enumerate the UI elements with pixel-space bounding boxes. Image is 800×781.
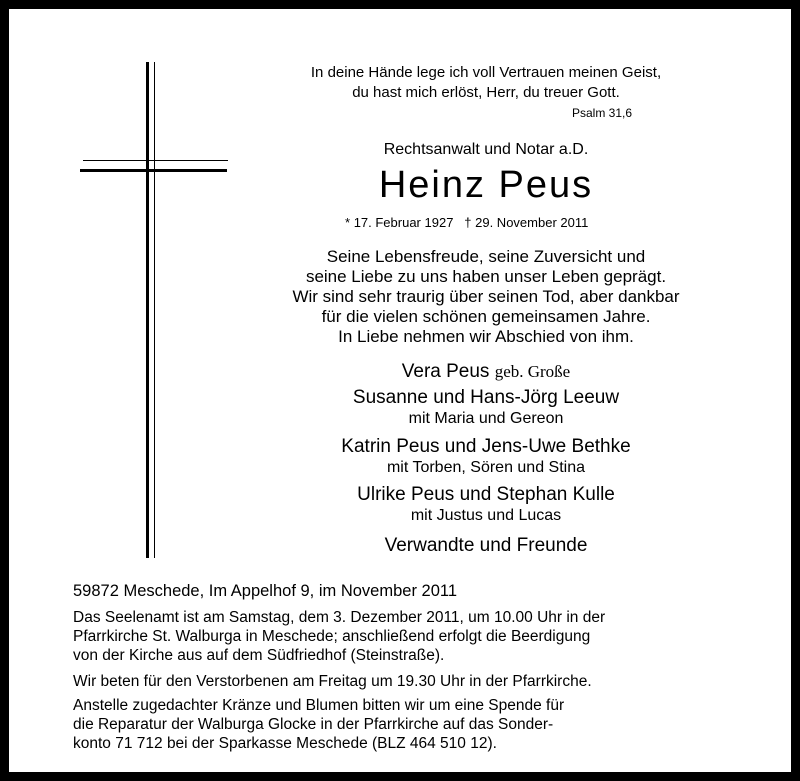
family-closing: Verwandte und Freunde [384, 535, 588, 556]
family-entry-children: mit Torben, Sören und Stina [386, 459, 586, 476]
poem-line: seine Liebe zu uns haben unser Leben geprägt. [305, 267, 667, 286]
poem-line: für die vielen schönen gemeinsamen Jahre. [321, 307, 651, 326]
poem-line: Wir sind sehr traurig über seinen Tod, aber dankbar [292, 287, 680, 306]
prayer-text: Wir beten für den Verstorbenen am Freitag um 19.30 Uhr in der Pfarrkirche. [73, 673, 592, 690]
poem-line: In Liebe nehmen wir Abschied von ihm. [338, 327, 634, 346]
donation-text-line: Anstelle zugedachter Kränze und Blumen bitten wir um eine Spende für [73, 697, 565, 714]
born-symbol: * [345, 215, 351, 230]
profession-title: Rechtsanwalt und Notar a.D. [383, 141, 589, 158]
cross-vertical-line [154, 62, 155, 558]
family-entry-children: mit Justus und Lucas [410, 507, 562, 524]
life-dates [345, 215, 588, 230]
cross-horizontal-bar [80, 169, 227, 172]
family-entry-children: mit Maria und Gereon [408, 410, 564, 427]
widow-maiden-name: geb. Große [494, 362, 571, 381]
deceased-name: Heinz Peus [378, 164, 594, 206]
funeral-text-line: von der Kirche aus auf dem Südfriedhof (Steinstraße). [73, 647, 445, 664]
cross-vertical-bar [146, 62, 149, 558]
funeral-text-line: Pfarrkirche St. Walburga in Meschede; anschließend erfolgt die Beerdigung [73, 628, 591, 645]
verse-line-2: du hast mich erlöst, Herr, du treuer Gott. [352, 84, 620, 101]
family-widow [232, 361, 740, 383]
died-date: 29. November 2011 [475, 215, 589, 230]
born-date: 17. Februar 1927 [353, 215, 454, 230]
family-entry: Susanne und Hans-Jörg Leeuw [352, 387, 620, 408]
died-symbol: † [464, 215, 472, 230]
family-entry: Katrin Peus und Jens-Uwe Bethke [341, 436, 631, 457]
funeral-text-line: Das Seelenamt ist am Samstag, dem 3. Dezember 2011, um 10.00 Uhr in der [73, 609, 606, 626]
cross-horizontal-line [83, 160, 228, 161]
verse-line-1: In deine Hände lege ich voll Vertrauen meinen Geist, [310, 64, 662, 81]
donation-text-line: konto 71 712 bei der Sparkasse Meschede (BLZ 464 510 12). [73, 735, 497, 752]
address-line: 59872 Meschede, Im Appelhof 9, im November 2011 [73, 582, 458, 600]
donation-text-line: die Reparatur der Walburga Glocke in der Pfarrkirche auf das Sonder- [73, 716, 554, 733]
verse-reference: Psalm 31,6 [571, 106, 632, 120]
family-entry: Ulrike Peus und Stephan Kulle [357, 484, 615, 505]
widow-name: Vera Peus [401, 361, 490, 382]
poem-line: Seine Lebensfreude, seine Zuversicht und [326, 247, 646, 266]
